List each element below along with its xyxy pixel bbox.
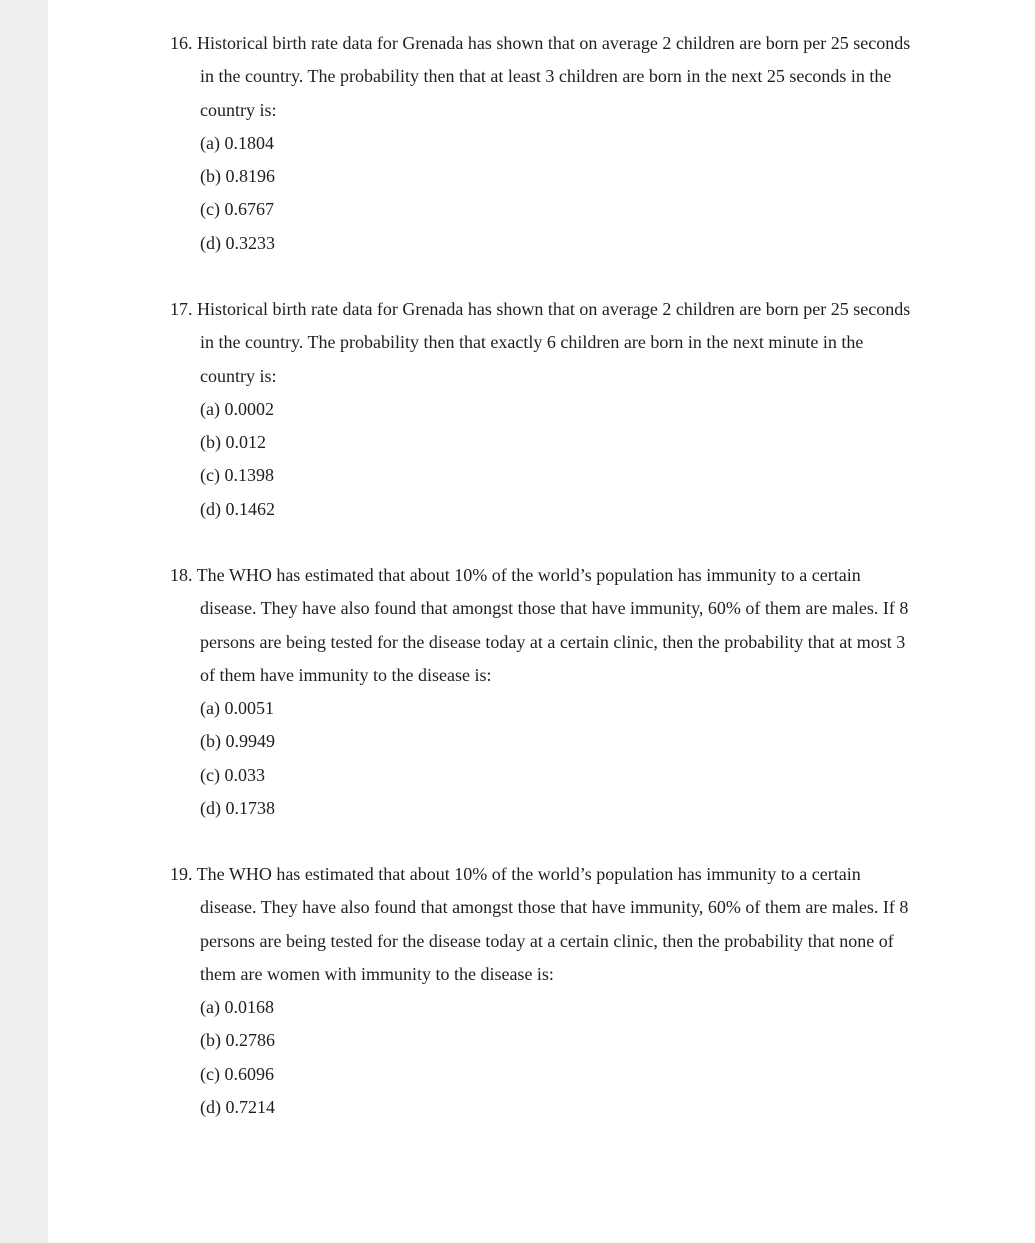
question-17 (170, 293, 980, 526)
question-19-line-2: disease. They have also found that amongst those that have immunity, 60% of them are males. If 8 (200, 897, 909, 918)
question-17-line-1: 17. Historical birth rate data for Grenada has shown that on average 2 children are born per 25 seconds (170, 299, 911, 319)
question-18-option-a: (a) 0.0051 (200, 698, 274, 719)
question-17-option-a: (a) 0.0002 (200, 398, 274, 419)
question-19-line-1: 19. The WHO has estimated that about 10% of the world’s population has immunity to a certain (170, 864, 861, 884)
question-16-option-b: (b) 0.8196 (200, 166, 275, 187)
question-17-line-2: in the country. The probability then that exactly 6 children are born in the next minute in the (200, 332, 864, 353)
question-16-option-c: (c) 0.6767 (200, 199, 274, 220)
question-16-line-2: in the country. The probability then that at least 3 children are born in the next 25 seconds in the (200, 66, 892, 87)
question-16 (170, 27, 980, 260)
question-16-line-1: 16. Historical birth rate data for Grenada has shown that on average 2 children are born per 25 seconds (170, 33, 911, 53)
side-gutter (0, 0, 48, 1243)
question-18-option-c: (c) 0.033 (200, 764, 265, 785)
question-19-option-b: (b) 0.2786 (200, 1030, 275, 1051)
question-16-line-3: country is: (200, 99, 277, 120)
question-17-option-b: (b) 0.012 (200, 432, 266, 453)
question-18-option-b: (b) 0.9949 (200, 731, 275, 752)
question-19 (170, 858, 980, 1124)
question-17-option-d: (d) 0.1462 (200, 498, 275, 519)
question-19-option-d: (d) 0.7214 (200, 1097, 275, 1118)
question-19-line-4: them are women with immunity to the disease is: (200, 963, 554, 984)
question-19-line-3: persons are being tested for the disease today at a certain clinic, then the probability that none of (200, 930, 894, 951)
question-18 (170, 559, 980, 825)
document-page (48, 0, 1035, 1243)
question-19-option-a: (a) 0.0168 (200, 997, 274, 1018)
question-17-option-c: (c) 0.1398 (200, 465, 274, 486)
question-18-option-d: (d) 0.1738 (200, 798, 275, 819)
question-16-option-d: (d) 0.3233 (200, 232, 275, 253)
question-18-line-3: persons are being tested for the disease today at a certain clinic, then the probability that at most 3 (200, 631, 906, 652)
question-19-option-c: (c) 0.6096 (200, 1063, 274, 1084)
question-16-option-a: (a) 0.1804 (200, 132, 274, 153)
question-18-line-1: 18. The WHO has estimated that about 10% of the world’s population has immunity to a certain (170, 565, 861, 585)
question-18-line-2: disease. They have also found that amongst those that have immunity, 60% of them are males. If 8 (200, 598, 909, 619)
question-18-line-4: of them have immunity to the disease is: (200, 664, 492, 685)
question-17-line-3: country is: (200, 365, 277, 386)
